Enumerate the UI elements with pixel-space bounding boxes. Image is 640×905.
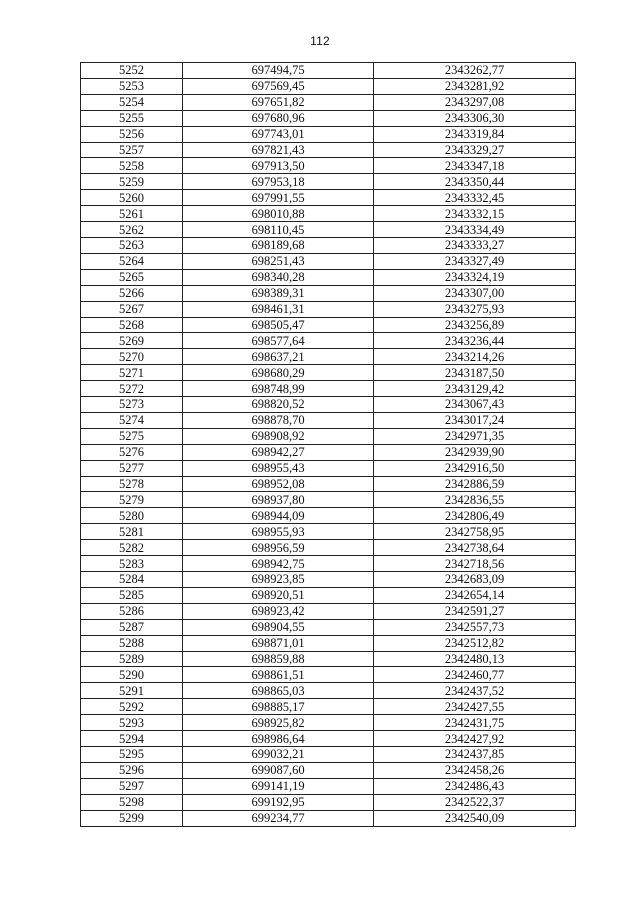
x-coordinate-cell: 698955,43: [183, 460, 374, 476]
y-coordinate-cell: 2343347,18: [374, 158, 576, 174]
point-number-cell: 5282: [81, 540, 183, 556]
point-number-cell: 5261: [81, 206, 183, 222]
x-coordinate-cell: 698010,88: [183, 206, 374, 222]
x-coordinate-cell: 697569,45: [183, 78, 374, 94]
y-coordinate-cell: 2342512,82: [374, 635, 576, 651]
point-number-cell: 5288: [81, 635, 183, 651]
point-number-cell: 5291: [81, 683, 183, 699]
point-number-cell: 5279: [81, 492, 183, 508]
table-row: [81, 301, 576, 317]
point-number-cell: 5260: [81, 190, 183, 206]
table-row: [81, 762, 576, 778]
table-row: [81, 317, 576, 333]
table-row: [81, 492, 576, 508]
y-coordinate-cell: 2342654,14: [374, 587, 576, 603]
x-coordinate-cell: 698942,75: [183, 556, 374, 572]
y-coordinate-cell: 2343297,08: [374, 94, 576, 110]
table-row: [81, 476, 576, 492]
y-coordinate-cell: 2343214,26: [374, 349, 576, 365]
x-coordinate-cell: 698955,93: [183, 524, 374, 540]
y-coordinate-cell: 2342971,35: [374, 428, 576, 444]
table-row: [81, 174, 576, 190]
x-coordinate-cell: 698925,82: [183, 715, 374, 731]
coordinates-table: [80, 62, 576, 827]
y-coordinate-cell: 2342480,13: [374, 651, 576, 667]
x-coordinate-cell: 698110,45: [183, 222, 374, 238]
table-row: [81, 810, 576, 826]
point-number-cell: 5270: [81, 349, 183, 365]
table-row: [81, 269, 576, 285]
table-row: [81, 667, 576, 683]
point-number-cell: 5268: [81, 317, 183, 333]
table-row: [81, 556, 576, 572]
y-coordinate-cell: 2342458,26: [374, 762, 576, 778]
table-row: [81, 78, 576, 94]
point-number-cell: 5262: [81, 222, 183, 238]
point-number-cell: 5295: [81, 746, 183, 762]
y-coordinate-cell: 2342939,90: [374, 444, 576, 460]
point-number-cell: 5274: [81, 412, 183, 428]
x-coordinate-cell: 697743,01: [183, 126, 374, 142]
y-coordinate-cell: 2343327,49: [374, 253, 576, 269]
x-coordinate-cell: 698865,03: [183, 683, 374, 699]
y-coordinate-cell: 2343333,27: [374, 237, 576, 253]
x-coordinate-cell: 698389,31: [183, 285, 374, 301]
point-number-cell: 5298: [81, 794, 183, 810]
point-number-cell: 5255: [81, 110, 183, 126]
point-number-cell: 5292: [81, 699, 183, 715]
table-row: [81, 540, 576, 556]
point-number-cell: 5293: [81, 715, 183, 731]
point-number-cell: 5269: [81, 333, 183, 349]
y-coordinate-cell: 2343334,49: [374, 222, 576, 238]
y-coordinate-cell: 2343332,15: [374, 206, 576, 222]
table-row: [81, 508, 576, 524]
y-coordinate-cell: 2343129,42: [374, 381, 576, 397]
table-row: [81, 651, 576, 667]
coordinates-table-body: [81, 63, 576, 827]
point-number-cell: 5281: [81, 524, 183, 540]
x-coordinate-cell: 698748,99: [183, 381, 374, 397]
x-coordinate-cell: 698505,47: [183, 317, 374, 333]
x-coordinate-cell: 699032,21: [183, 746, 374, 762]
table-row: [81, 285, 576, 301]
table-row: [81, 381, 576, 397]
y-coordinate-cell: 2342557,73: [374, 619, 576, 635]
x-coordinate-cell: 698904,55: [183, 619, 374, 635]
table-row: [81, 731, 576, 747]
y-coordinate-cell: 2343017,24: [374, 412, 576, 428]
x-coordinate-cell: 698937,80: [183, 492, 374, 508]
table-row: [81, 619, 576, 635]
x-coordinate-cell: 698861,51: [183, 667, 374, 683]
x-coordinate-cell: 698878,70: [183, 412, 374, 428]
point-number-cell: 5271: [81, 365, 183, 381]
table-row: [81, 94, 576, 110]
y-coordinate-cell: 2342758,95: [374, 524, 576, 540]
x-coordinate-cell: 698942,27: [183, 444, 374, 460]
y-coordinate-cell: 2342718,56: [374, 556, 576, 572]
y-coordinate-cell: 2343262,77: [374, 63, 576, 79]
point-number-cell: 5266: [81, 285, 183, 301]
table-row: [81, 349, 576, 365]
point-number-cell: 5276: [81, 444, 183, 460]
x-coordinate-cell: 698340,28: [183, 269, 374, 285]
y-coordinate-cell: 2342591,27: [374, 603, 576, 619]
table-row: [81, 237, 576, 253]
table-row: [81, 222, 576, 238]
x-coordinate-cell: 699234,77: [183, 810, 374, 826]
y-coordinate-cell: 2342427,92: [374, 731, 576, 747]
y-coordinate-cell: 2343256,89: [374, 317, 576, 333]
x-coordinate-cell: 698680,29: [183, 365, 374, 381]
x-coordinate-cell: 698956,59: [183, 540, 374, 556]
table-row: [81, 397, 576, 413]
y-coordinate-cell: 2342916,50: [374, 460, 576, 476]
x-coordinate-cell: 698920,51: [183, 587, 374, 603]
point-number-cell: 5286: [81, 603, 183, 619]
x-coordinate-cell: 697953,18: [183, 174, 374, 190]
x-coordinate-cell: 698820,52: [183, 397, 374, 413]
y-coordinate-cell: 2343067,43: [374, 397, 576, 413]
x-coordinate-cell: 698986,64: [183, 731, 374, 747]
x-coordinate-cell: 698461,31: [183, 301, 374, 317]
x-coordinate-cell: 698859,88: [183, 651, 374, 667]
table-row: [81, 746, 576, 762]
table-row: [81, 524, 576, 540]
point-number-cell: 5253: [81, 78, 183, 94]
x-coordinate-cell: 698944,09: [183, 508, 374, 524]
y-coordinate-cell: 2342460,77: [374, 667, 576, 683]
table-row: [81, 253, 576, 269]
table-row: [81, 587, 576, 603]
table-row: [81, 63, 576, 79]
x-coordinate-cell: 698577,64: [183, 333, 374, 349]
point-number-cell: 5297: [81, 778, 183, 794]
table-row: [81, 428, 576, 444]
x-coordinate-cell: 698923,85: [183, 572, 374, 588]
x-coordinate-cell: 698908,92: [183, 428, 374, 444]
point-number-cell: 5273: [81, 397, 183, 413]
table-row: [81, 778, 576, 794]
table-row: [81, 412, 576, 428]
point-number-cell: 5289: [81, 651, 183, 667]
point-number-cell: 5299: [81, 810, 183, 826]
y-coordinate-cell: 2342738,64: [374, 540, 576, 556]
point-number-cell: 5267: [81, 301, 183, 317]
point-number-cell: 5259: [81, 174, 183, 190]
x-coordinate-cell: 697913,50: [183, 158, 374, 174]
x-coordinate-cell: 699141,19: [183, 778, 374, 794]
x-coordinate-cell: 698637,21: [183, 349, 374, 365]
x-coordinate-cell: 698871,01: [183, 635, 374, 651]
y-coordinate-cell: 2343350,44: [374, 174, 576, 190]
y-coordinate-cell: 2342431,75: [374, 715, 576, 731]
point-number-cell: 5280: [81, 508, 183, 524]
point-number-cell: 5256: [81, 126, 183, 142]
x-coordinate-cell: 699087,60: [183, 762, 374, 778]
x-coordinate-cell: 697991,55: [183, 190, 374, 206]
x-coordinate-cell: 697651,82: [183, 94, 374, 110]
point-number-cell: 5284: [81, 572, 183, 588]
x-coordinate-cell: 697494,75: [183, 63, 374, 79]
y-coordinate-cell: 2342836,55: [374, 492, 576, 508]
y-coordinate-cell: 2342522,37: [374, 794, 576, 810]
point-number-cell: 5254: [81, 94, 183, 110]
point-number-cell: 5277: [81, 460, 183, 476]
point-number-cell: 5272: [81, 381, 183, 397]
y-coordinate-cell: 2343324,19: [374, 269, 576, 285]
y-coordinate-cell: 2343281,92: [374, 78, 576, 94]
x-coordinate-cell: 699192,95: [183, 794, 374, 810]
table-row: [81, 110, 576, 126]
y-coordinate-cell: 2342683,09: [374, 572, 576, 588]
table-row: [81, 126, 576, 142]
x-coordinate-cell: 698189,68: [183, 237, 374, 253]
point-number-cell: 5278: [81, 476, 183, 492]
table-row: [81, 635, 576, 651]
table-row: [81, 333, 576, 349]
y-coordinate-cell: 2343332,45: [374, 190, 576, 206]
point-number-cell: 5296: [81, 762, 183, 778]
point-number-cell: 5252: [81, 63, 183, 79]
table-row: [81, 206, 576, 222]
y-coordinate-cell: 2342427,55: [374, 699, 576, 715]
point-number-cell: 5265: [81, 269, 183, 285]
y-coordinate-cell: 2342486,43: [374, 778, 576, 794]
y-coordinate-cell: 2343236,44: [374, 333, 576, 349]
y-coordinate-cell: 2342437,85: [374, 746, 576, 762]
y-coordinate-cell: 2342886,59: [374, 476, 576, 492]
y-coordinate-cell: 2343307,00: [374, 285, 576, 301]
table-row: [81, 603, 576, 619]
table-row: [81, 158, 576, 174]
table-row: [81, 715, 576, 731]
x-coordinate-cell: 698251,43: [183, 253, 374, 269]
point-number-cell: 5283: [81, 556, 183, 572]
y-coordinate-cell: 2343319,84: [374, 126, 576, 142]
x-coordinate-cell: 698923,42: [183, 603, 374, 619]
point-number-cell: 5258: [81, 158, 183, 174]
point-number-cell: 5285: [81, 587, 183, 603]
page-number: 112: [310, 34, 330, 48]
y-coordinate-cell: 2343275,93: [374, 301, 576, 317]
x-coordinate-cell: 697680,96: [183, 110, 374, 126]
y-coordinate-cell: 2342540,09: [374, 810, 576, 826]
table-row: [81, 142, 576, 158]
point-number-cell: 5257: [81, 142, 183, 158]
point-number-cell: 5275: [81, 428, 183, 444]
point-number-cell: 5294: [81, 731, 183, 747]
table-row: [81, 794, 576, 810]
y-coordinate-cell: 2342806,49: [374, 508, 576, 524]
point-number-cell: 5287: [81, 619, 183, 635]
y-coordinate-cell: 2343187,50: [374, 365, 576, 381]
y-coordinate-cell: 2343306,30: [374, 110, 576, 126]
table-row: [81, 460, 576, 476]
table-row: [81, 365, 576, 381]
y-coordinate-cell: 2343329,27: [374, 142, 576, 158]
point-number-cell: 5290: [81, 667, 183, 683]
table-row: [81, 190, 576, 206]
x-coordinate-cell: 697821,43: [183, 142, 374, 158]
point-number-cell: 5264: [81, 253, 183, 269]
point-number-cell: 5263: [81, 237, 183, 253]
table-row: [81, 444, 576, 460]
table-row: [81, 699, 576, 715]
table-row: [81, 683, 576, 699]
x-coordinate-cell: 698952,08: [183, 476, 374, 492]
x-coordinate-cell: 698885,17: [183, 699, 374, 715]
y-coordinate-cell: 2342437,52: [374, 683, 576, 699]
table-row: [81, 572, 576, 588]
